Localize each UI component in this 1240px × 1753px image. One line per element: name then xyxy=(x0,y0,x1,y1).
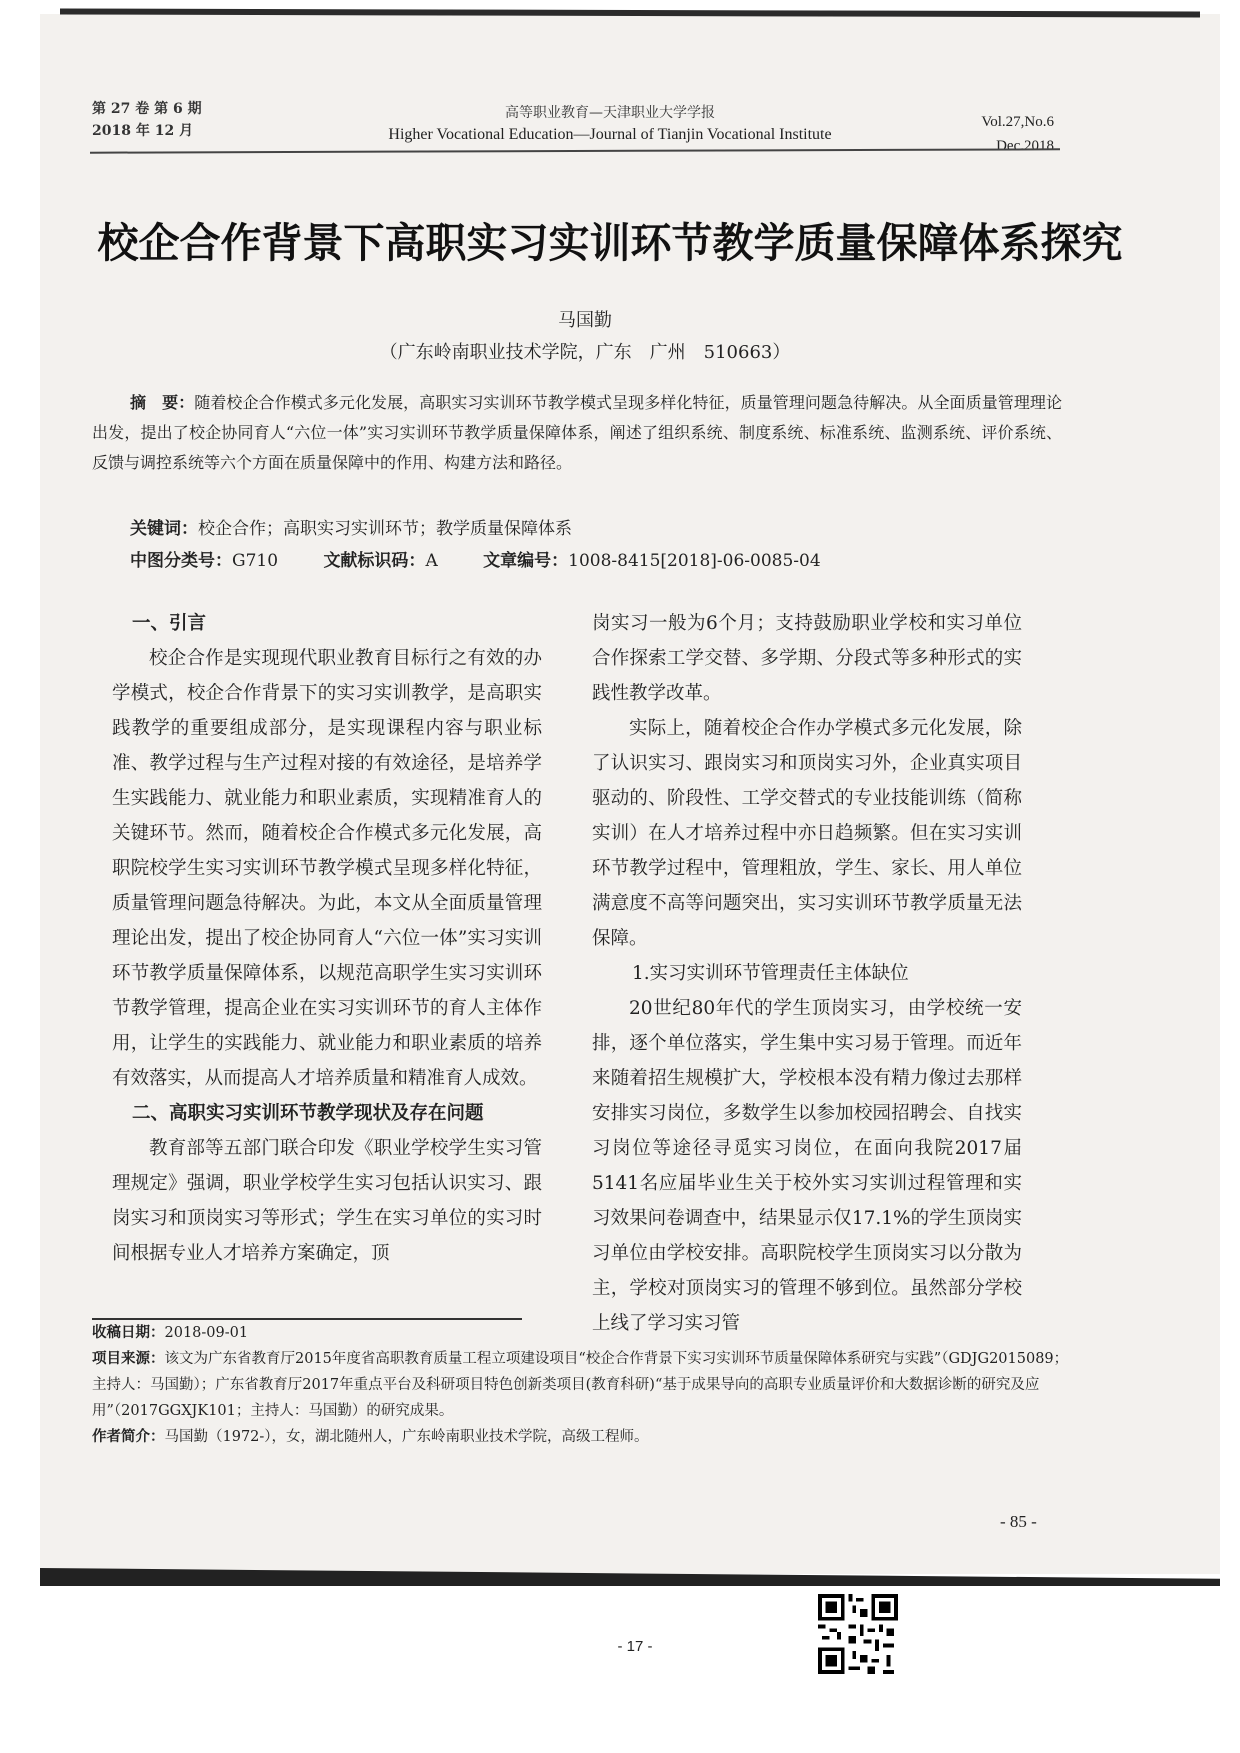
author-bio: 作者简介：马国勤（1972-），女，湖北随州人，广东岭南职业技术学院，高级工程师。 xyxy=(92,1428,649,1445)
body-column-left xyxy=(112,606,542,1271)
article-no-label: 文章编号： xyxy=(483,551,569,571)
article-title: 校企合作背景下高职实习实训环节教学质量保障体系探究 xyxy=(97,219,1123,267)
paragraph: 教育部等五部门联合印发《职业学校学生实习管理规定》强调，职业学校学生实习包括认识实习、跟岗实习和顶岗实习等形式；学生在实习单位的实习时间根据专业人才培养方案确定，顶 xyxy=(112,1138,542,1264)
subsection-heading: 1.实习实训环节管理责任主体缺位 xyxy=(632,963,909,984)
paragraph: 20世纪80年代的学生顶岗实习，由学校统一安排，逐个单位落实，学生集中实习易于管理。而近年来随着招生规模扩大，学校根本没有精力像过去那样安排实习岗位，多数学生以参加校园招聘会、自找实习岗位等途径寻觅实习岗位，在面向我院2017届5141名应届毕业生关于校外实习实训过程管理和实习效果问卷调查中，结果显示仅17.1%的学生顶岗实习单位由学校安排。高职院校学生顶岗实习以分散为主，学校对顶岗实习的管理不够到位。虽然部分学校上线了学习实习管 xyxy=(592,998,1022,1334)
journal-name-en: Higher Vocational Education—Journal of Tianjin Vocational Institute xyxy=(388,126,832,143)
abstract xyxy=(92,388,1062,478)
clc-label: 中图分类号： xyxy=(130,551,232,571)
section-heading-intro: 一、引言 xyxy=(132,613,207,634)
abstract-label: 摘 要： xyxy=(130,393,195,412)
paragraph: 校企合作是实现现代职业教育目标行之有效的办学模式，校企合作背景下的实习实训教学，是高职实践教学的重要组成部分，是实现课程内容与职业标准、教学过程与生产过程对接的有效途径，是培养学生实践能力、就业能力和职业素质，实现精准育人的关键环节。然而，随着校企合作模式多元化发展，高职院校学生实习实训环节教学模式呈现多样化特征，质量管理问题急待解决。为此，本文从全面质量管理理论出发，提出了校企协同育人“六位一体”实习实训环节教学质量保障体系，以规范高职学生实习实训环节教学管理，提高企业在实习实训环节的育人主体作用，让学生的实践能力、就业能力和职业素质的培养有效落实，从而提高人才培养质量和精准育人成效。 xyxy=(112,648,542,1089)
classification xyxy=(130,546,861,571)
volume-info xyxy=(981,110,1054,158)
keywords-text: 校企合作；高职实习实训环节；教学质量保障体系 xyxy=(198,519,572,539)
issue-info xyxy=(92,98,202,142)
received-date: 收稿日期：2018-09-01 xyxy=(92,1324,249,1341)
paragraph: 实际上，随着校企合作办学模式多元化发展，除了认识实习、跟岗实习和顶岗实习外，企业真实项目驱动的、阶段性、工学交替式的专业技能训练（简称实训）在人才培养过程中亦日趋频繁。但在实习实训环节教学过程中，管理粗放，学生、家长、用人单位满意度不高等问题突出，实习实训环节教学质量无法保障。 xyxy=(592,718,1022,949)
keywords-label: 关键词： xyxy=(130,519,198,539)
page-number: - 17 - xyxy=(617,1638,653,1655)
project-source: 项目来源：该文为广东省教育厅2015年度省高职教育质量工程立项建设项目“校企合作背景下实习实训环节质量保障体系研究与实践”（GDJG2015089；主持人：马国勤）；广东省教育厅2017年重点平台及科研项目特色创新类项目(教育科研)“基于成果导向的高职专业质量评价和大数据诊断的研究及应用”（2017GGXJK101；主持人：马国勤）的研究成果。 xyxy=(92,1350,1069,1419)
section-heading-status: 二、高职实习实训环节教学现状及存在问题 xyxy=(132,1103,484,1124)
journal-page-number: - 85 - xyxy=(1000,1512,1037,1531)
article-no-value: 1008-8415[2018]-06-0085-04 xyxy=(568,551,821,571)
journal-name-cn: 高等职业教育—天津职业大学学报 xyxy=(505,105,715,121)
issue-date: Dec.2018 xyxy=(996,138,1054,154)
clc-value: G710 xyxy=(232,551,279,571)
abstract-text: 随着校企合作模式多元化发展，高职实习实训环节教学模式呈现多样化特征，质量管理问题急待解决。从全面质量管理理论出发，提出了校企协同育人“六位一体”实习实训环节教学质量保障体系，阐述了组织系统、制度系统、标准系统、监测系统、评价系统、反馈与调控系统等六个方面在质量保障中的作用、构建方法和路径。 xyxy=(92,393,1062,472)
author-name: 马国勤 xyxy=(558,310,612,331)
doc-code-value: A xyxy=(425,551,438,571)
qr-code-icon xyxy=(818,1594,898,1674)
keywords xyxy=(130,514,572,539)
author-affiliation: （广东岭南职业技术学院，广东 广州 510663） xyxy=(379,342,791,363)
paragraph: 岗实习一般为6个月；支持鼓励职业学校和实习单位合作探索工学交替、多学期、分段式等多种形式的实践性教学改革。 xyxy=(592,613,1022,704)
issue-line-2: 2018 年 12 月 xyxy=(92,123,194,139)
footnotes xyxy=(92,1320,1072,1450)
issue-line-1: 第 27 卷 第 6 期 xyxy=(92,101,202,117)
doc-code-label: 文献标识码： xyxy=(323,551,426,571)
body-column-right xyxy=(592,606,1022,1341)
journal-name xyxy=(320,102,900,144)
volume-number: Vol.27,No.6 xyxy=(981,114,1054,130)
